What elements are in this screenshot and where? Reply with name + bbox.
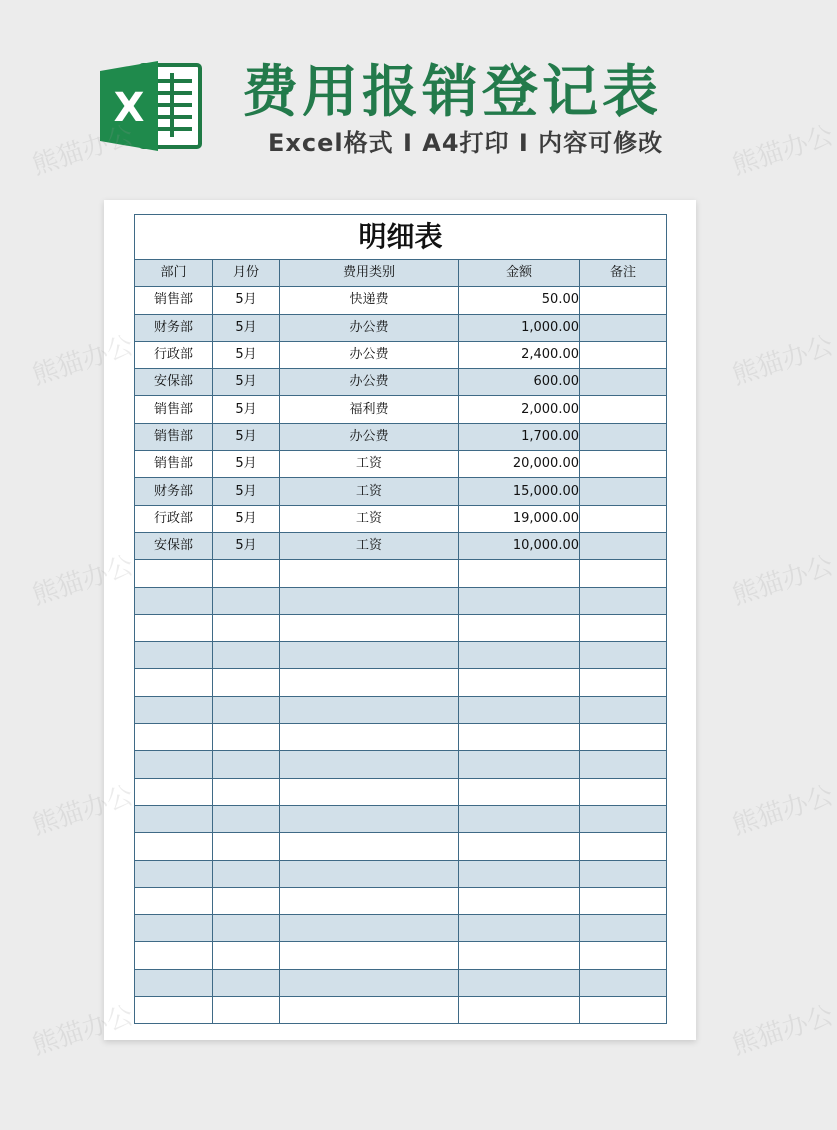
cell-month[interactable] [213,642,280,669]
cell-remark[interactable] [580,724,667,751]
cell-amount[interactable] [459,669,580,696]
cell-category[interactable]: 工资 [280,451,459,478]
cell-category[interactable]: 办公费 [280,314,459,341]
cell-month[interactable] [213,669,280,696]
cell-remark[interactable] [580,669,667,696]
cell-category[interactable] [280,942,459,969]
cell-month[interactable] [213,614,280,641]
cell-amount[interactable] [459,724,580,751]
table-row [135,560,667,587]
cell-category[interactable] [280,751,459,778]
cell-category[interactable]: 福利费 [280,396,459,423]
table-row [135,915,667,942]
cell-department[interactable]: 安保部 [135,532,213,559]
cell-month[interactable] [213,560,280,587]
cell-department[interactable] [135,669,213,696]
page-header [0,0,800,200]
cell-month[interactable] [213,778,280,805]
cell-category[interactable] [280,887,459,914]
col-header-month[interactable]: 月份 [213,260,280,287]
table-row [135,724,667,751]
cell-category[interactable] [280,860,459,887]
cell-amount[interactable] [459,587,580,614]
cell-department[interactable]: 行政部 [135,505,213,532]
cell-department[interactable]: 财务部 [135,478,213,505]
cell-remark[interactable] [580,778,667,805]
cell-amount[interactable] [459,833,580,860]
cell-amount[interactable]: 1,000.00 [459,314,580,341]
col-header-category[interactable]: 费用类别 [280,260,459,287]
cell-amount[interactable] [459,860,580,887]
cell-month[interactable]: 5月 [213,478,280,505]
cell-month[interactable]: 5月 [213,423,280,450]
cell-amount[interactable]: 1,700.00 [459,423,580,450]
cell-month[interactable]: 5月 [213,451,280,478]
table-row [135,642,667,669]
cell-remark[interactable] [580,614,667,641]
cell-month[interactable] [213,860,280,887]
cell-amount[interactable]: 600.00 [459,369,580,396]
cell-category[interactable] [280,778,459,805]
cell-amount[interactable]: 20,000.00 [459,451,580,478]
cell-category[interactable] [280,724,459,751]
cell-month[interactable] [213,997,280,1024]
table-row [135,505,667,532]
cell-month[interactable] [213,969,280,996]
table-row [135,369,667,396]
table-row [135,341,667,368]
cell-department[interactable] [135,915,213,942]
table-row [135,587,667,614]
cell-month[interactable]: 5月 [213,505,280,532]
cell-month[interactable]: 5月 [213,287,280,314]
table-row [135,478,667,505]
cell-category[interactable] [280,997,459,1024]
logo-letter: X [113,85,145,131]
cell-month[interactable] [213,833,280,860]
col-header-amount[interactable]: 金额 [459,260,580,287]
cell-category[interactable]: 办公费 [280,369,459,396]
cell-category[interactable] [280,614,459,641]
cell-amount[interactable]: 50.00 [459,287,580,314]
cell-department[interactable]: 销售部 [135,451,213,478]
cell-remark[interactable] [580,341,667,368]
cell-department[interactable]: 行政部 [135,341,213,368]
cell-department[interactable] [135,860,213,887]
cell-month[interactable]: 5月 [213,396,280,423]
cell-department[interactable] [135,805,213,832]
cell-amount[interactable] [459,614,580,641]
table-row [135,805,667,832]
cell-remark[interactable] [580,314,667,341]
spreadsheet-page [104,200,696,1040]
table-row [135,751,667,778]
table-row [135,997,667,1024]
cell-month[interactable] [213,805,280,832]
cell-amount[interactable] [459,696,580,723]
cell-amount[interactable] [459,997,580,1024]
cell-department[interactable] [135,969,213,996]
cell-category[interactable] [280,587,459,614]
cell-remark[interactable] [580,860,667,887]
cell-department[interactable] [135,560,213,587]
cell-category[interactable] [280,833,459,860]
table-row [135,942,667,969]
table-row [135,314,667,341]
cell-category[interactable] [280,669,459,696]
cell-amount[interactable]: 2,000.00 [459,396,580,423]
cell-department[interactable] [135,587,213,614]
cell-remark[interactable] [580,287,667,314]
cell-month[interactable]: 5月 [213,369,280,396]
table-row [135,396,667,423]
cell-amount[interactable] [459,887,580,914]
cell-remark[interactable] [580,532,667,559]
cell-category[interactable] [280,696,459,723]
table-row [135,833,667,860]
table-row [135,451,667,478]
cell-remark[interactable] [580,969,667,996]
table-row [135,669,667,696]
table-row [135,614,667,641]
excel-logo-icon [100,57,204,159]
cell-remark[interactable] [580,369,667,396]
expense-table [134,214,667,1024]
cell-remark[interactable] [580,505,667,532]
table-body [135,287,667,1024]
cell-category[interactable]: 工资 [280,532,459,559]
cell-amount[interactable] [459,751,580,778]
cell-department[interactable] [135,997,213,1024]
cell-remark[interactable] [580,887,667,914]
cell-amount[interactable]: 15,000.00 [459,478,580,505]
cell-amount[interactable]: 19,000.00 [459,505,580,532]
cell-department[interactable] [135,887,213,914]
cell-month[interactable] [213,942,280,969]
cell-amount[interactable] [459,942,580,969]
cell-remark[interactable] [580,478,667,505]
page-subtitle: Excel格式 I A4打印 I 内容可修改 [268,129,664,157]
table-row [135,696,667,723]
cell-department[interactable] [135,696,213,723]
cell-remark[interactable] [580,805,667,832]
cell-remark[interactable] [580,423,667,450]
table-row [135,532,667,559]
table-row [135,969,667,996]
table-row [135,887,667,914]
col-header-department[interactable]: 部门 [135,260,213,287]
cell-department[interactable]: 财务部 [135,314,213,341]
table-row [135,778,667,805]
cell-remark[interactable] [580,997,667,1024]
cell-amount[interactable] [459,778,580,805]
cell-remark[interactable] [580,942,667,969]
cell-department[interactable] [135,942,213,969]
cell-department[interactable]: 销售部 [135,287,213,314]
cell-department[interactable]: 销售部 [135,396,213,423]
cell-month[interactable] [213,915,280,942]
cell-remark[interactable] [580,833,667,860]
cell-department[interactable] [135,833,213,860]
cell-category[interactable]: 办公费 [280,341,459,368]
page-title: 费用报销登记表 [242,60,662,125]
cell-amount[interactable] [459,915,580,942]
cell-category[interactable] [280,560,459,587]
cell-remark[interactable] [580,560,667,587]
cell-category[interactable]: 办公费 [280,423,459,450]
cell-department[interactable] [135,751,213,778]
cell-month[interactable] [213,724,280,751]
cell-category[interactable] [280,642,459,669]
cell-remark[interactable] [580,451,667,478]
cell-amount[interactable] [459,560,580,587]
cell-amount[interactable]: 10,000.00 [459,532,580,559]
cell-remark[interactable] [580,587,667,614]
table-row [135,423,667,450]
cell-remark[interactable] [580,751,667,778]
cell-category[interactable]: 工资 [280,505,459,532]
table-row [135,287,667,314]
table-row [135,860,667,887]
sheet-title: 明细表 [135,215,667,260]
cell-month[interactable]: 5月 [213,341,280,368]
cell-department[interactable] [135,614,213,641]
cell-remark[interactable] [580,696,667,723]
cell-department[interactable]: 安保部 [135,369,213,396]
cell-month[interactable] [213,751,280,778]
column-header-row [135,260,667,287]
cell-month[interactable] [213,696,280,723]
cell-department[interactable] [135,642,213,669]
cell-month[interactable]: 5月 [213,314,280,341]
col-header-remark[interactable]: 备注 [580,260,667,287]
cell-amount[interactable]: 2,400.00 [459,341,580,368]
cell-department[interactable] [135,778,213,805]
cell-month[interactable]: 5月 [213,532,280,559]
cell-category[interactable]: 工资 [280,478,459,505]
cell-department[interactable]: 销售部 [135,423,213,450]
cell-remark[interactable] [580,396,667,423]
cell-amount[interactable] [459,805,580,832]
cell-month[interactable] [213,887,280,914]
cell-department[interactable] [135,724,213,751]
cell-category[interactable] [280,915,459,942]
cell-remark[interactable] [580,915,667,942]
cell-category[interactable] [280,805,459,832]
cell-category[interactable] [280,969,459,996]
cell-amount[interactable] [459,969,580,996]
cell-remark[interactable] [580,642,667,669]
cell-month[interactable] [213,587,280,614]
cell-category[interactable]: 快递费 [280,287,459,314]
cell-amount[interactable] [459,642,580,669]
